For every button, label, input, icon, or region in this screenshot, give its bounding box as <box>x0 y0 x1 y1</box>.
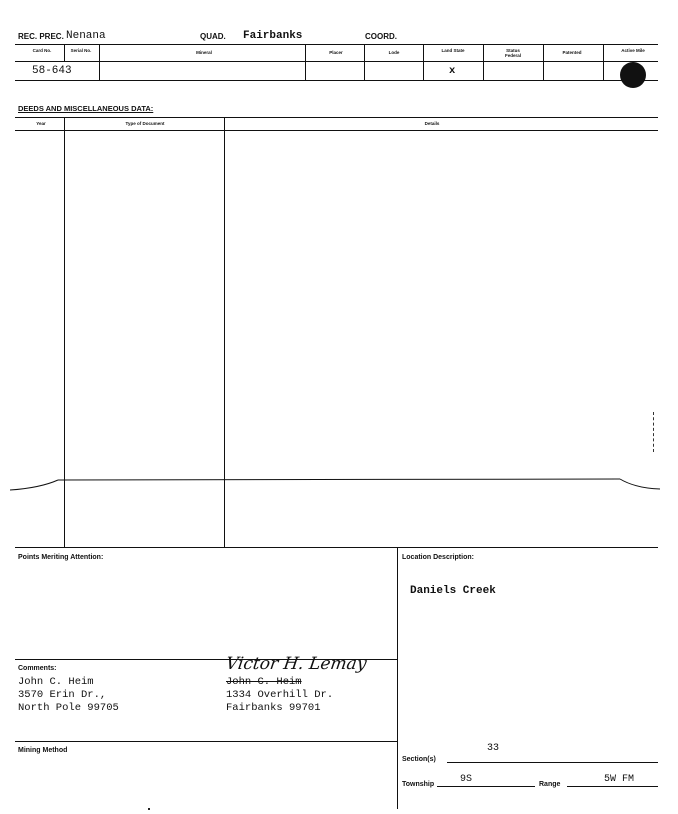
active-mile-header: Active Mile <box>621 48 645 53</box>
comments-line-2: 3570 Erin Dr., <box>18 689 107 701</box>
rec-prec-value: Nenana <box>66 30 106 42</box>
stray-dot <box>148 808 150 810</box>
lower-divider <box>397 547 398 809</box>
year-header: Year <box>36 121 46 126</box>
range-label: Range <box>539 781 561 788</box>
section-value: 33 <box>487 743 500 754</box>
quad-value: Fairbanks <box>243 30 303 42</box>
top-table-header-rule <box>15 61 658 62</box>
range-value: 5W FM <box>604 774 635 785</box>
coord-label: COORD. <box>365 32 397 41</box>
card-no-header: Card No. <box>32 48 52 53</box>
type-of-document-header: Type of Document <box>125 121 165 126</box>
location-value: Daniels Creek <box>410 585 496 597</box>
quad-label: QUAD. <box>200 32 226 41</box>
rec-prec-label: REC. PREC. <box>18 32 64 41</box>
township-value: 9S <box>460 774 473 785</box>
mineral-header: Mineral <box>196 50 212 55</box>
address-2-line-2: Fairbanks 99701 <box>226 702 321 714</box>
lode-header: Lode <box>388 50 400 55</box>
serial-no-header: Serial No. <box>70 48 92 53</box>
address-2-line-1: 1334 Overhill Dr. <box>226 689 334 701</box>
top-table-border <box>15 44 658 45</box>
details-header: Details <box>424 121 440 126</box>
mining-method-label: Mining Method <box>18 747 68 754</box>
deeds-title: DEEDS AND MISCELLANEOUS DATA: <box>18 104 154 113</box>
section-label: Section(s) <box>402 756 436 763</box>
punched-hole <box>620 62 646 88</box>
points-label: Points Meriting Attention: <box>18 554 104 561</box>
comments-line-1: John C. Heim <box>18 676 94 688</box>
comments-line-3: North Pole 99705 <box>18 702 119 714</box>
land-state-header: Land State <box>441 48 465 53</box>
land-state-mark: x <box>449 65 456 77</box>
fold-crease-line <box>10 470 670 500</box>
margin-tick <box>653 412 655 452</box>
struck-name: John C. Heim <box>226 676 302 688</box>
top-table-bottom-rule <box>15 80 658 81</box>
card-no-value: 58-643 <box>32 65 72 77</box>
location-label: Location Description: <box>402 554 474 561</box>
patented-header: Patented <box>562 50 582 55</box>
handwritten-signature: Victor H. Lemay <box>224 654 368 674</box>
placer-header: Placer <box>329 50 343 55</box>
township-label: Township <box>402 781 435 788</box>
comments-label: Comments: <box>18 665 57 672</box>
status-federal-header: Status Federal <box>504 48 521 58</box>
